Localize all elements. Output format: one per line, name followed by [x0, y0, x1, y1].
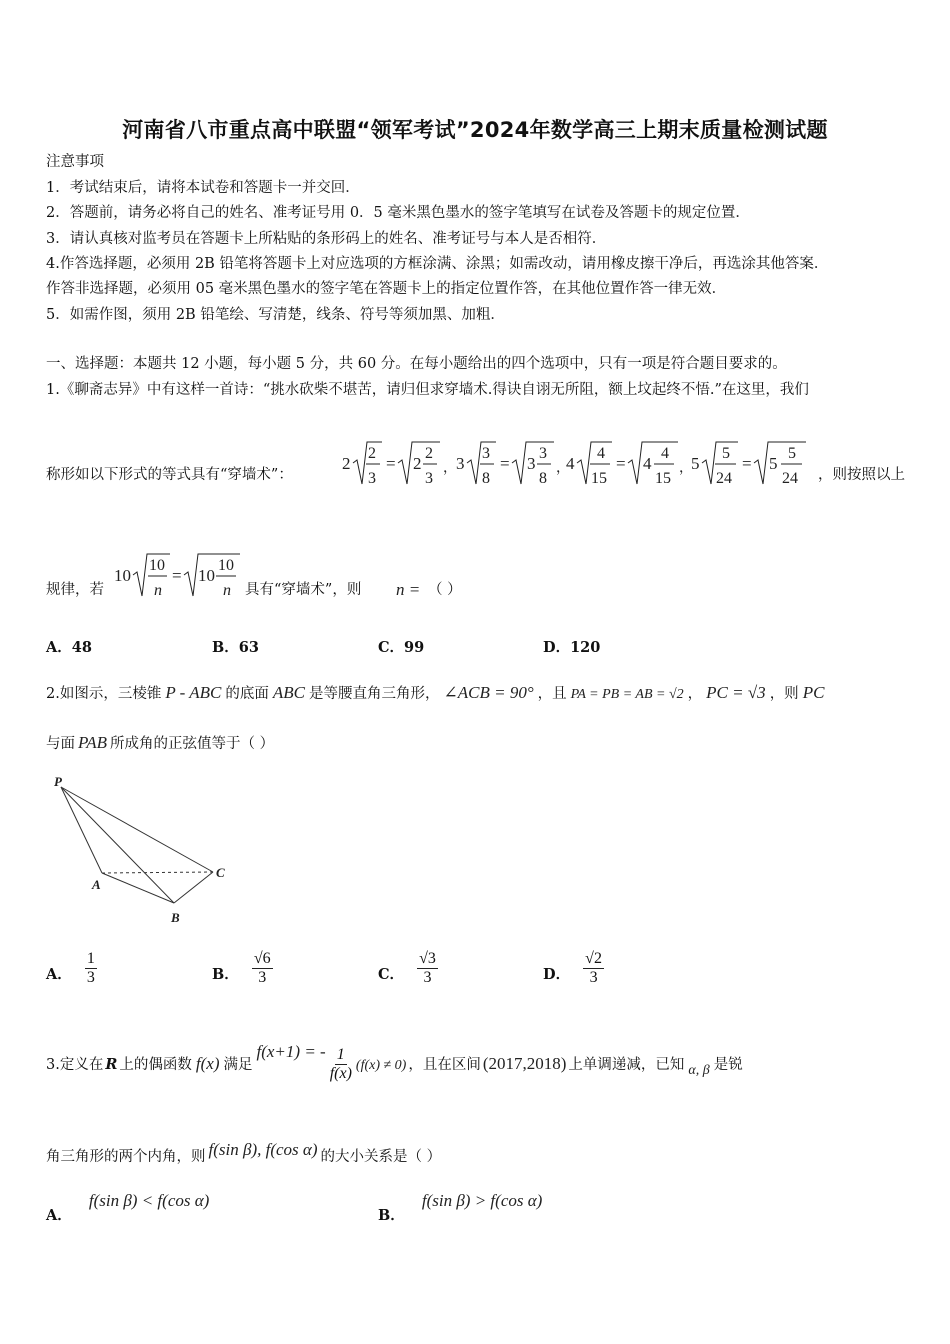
q1-text-line2-suffix: ，则按照以上 — [818, 467, 905, 483]
q1-eq2-num: 3 — [482, 445, 490, 462]
q2-option-d[interactable]: D． $\frac{√2}{3}$ — [543, 950, 602, 987]
q1-text-line3-mid: 具有“穿墙术”，则 — [245, 582, 362, 598]
edge-pc — [61, 787, 213, 872]
q1-eq2-coef2: 3 — [527, 454, 536, 473]
label-a: A — [92, 877, 101, 892]
q1-eq4-num2: 5 — [788, 445, 796, 462]
q1-eq1-den2: 3 — [425, 470, 433, 487]
notice-item: 4.作答选择题，必须用 2B 铅笔将答题卡上对应选项的方框涂满、涂黑；如需改动，请用橡皮擦干净后，再选涂其他答案． — [46, 256, 829, 272]
svg-text:，: ， — [443, 461, 457, 476]
q3-option-b[interactable]: B． f(sin β) > f(cos α) — [378, 1191, 543, 1224]
svg-text:=: = — [616, 454, 626, 473]
q1-eq5-den: n — [154, 582, 162, 599]
q1-eq4-coef: 5 — [691, 454, 700, 473]
q1-text-line3-suffix: （ ） — [428, 582, 462, 598]
q1-eq3-num: 4 — [597, 445, 605, 462]
q1-eq1-coef: 2 — [342, 454, 351, 473]
q1-eq4-den: 24 — [716, 470, 732, 487]
q1-eq2-num2: 3 — [539, 445, 547, 462]
q1-option-c[interactable]: C．99 — [378, 639, 425, 656]
notice-item: 1．考试结束后，请将本试卷和答题卡一并交回． — [46, 180, 360, 196]
q1-eq4-coef2: 5 — [769, 454, 778, 473]
q1-eq4-num: 5 — [722, 445, 730, 462]
edge-ac-hidden — [102, 872, 213, 873]
svg-text:，: ， — [679, 461, 693, 476]
q1-option-d[interactable]: D．120 — [543, 639, 601, 656]
q3-text-line2: 角三角形的两个内角，则 f(sin β), f(cos α) 的大小关系是（ ） — [46, 1140, 442, 1165]
edge-ab — [102, 873, 174, 903]
q1-eq2-den2: 8 — [539, 470, 547, 487]
q1-text-line1: 1.《聊斋志异》中有这样一首诗：“挑水砍柴不堪苦，请归但求穿墙术.得诀自诩无所阻，额上坟起终不悟.”在这里，我们 — [46, 382, 809, 398]
edge-pa — [61, 787, 102, 873]
notice-item: 3．请认真核对监考员在答题卡上所粘贴的条形码上的姓名、准考证号与本人是否相符． — [46, 231, 607, 247]
q1-eq2-coef: 3 — [456, 454, 465, 473]
svg-text:=: = — [500, 454, 510, 473]
q1-eq3-coef2: 4 — [643, 454, 652, 473]
notice-item: 作答非选择题，必须用 05 毫米黑色墨水的签字笔在答题卡上的指定位置作答，在其他位置作答一律无效． — [46, 281, 727, 297]
svg-text:=: = — [386, 454, 396, 473]
q1-eq1-den: 3 — [368, 470, 376, 487]
label-c: C — [216, 865, 225, 880]
q1-eq3-coef: 4 — [566, 454, 575, 473]
notice-item: 2．答题前，请务必将自己的姓名、准考证号用 0．5 毫米黑色墨水的签字笔填写在试卷及答题卡的规定位置． — [46, 205, 750, 221]
svg-text:=: = — [742, 454, 752, 473]
q1-equalities — [340, 436, 820, 494]
q1-eq1-num2: 2 — [425, 445, 433, 462]
q1-eq2-den: 8 — [482, 470, 490, 487]
q1-eq3-den2: 15 — [655, 470, 671, 487]
section-heading: 一、选择题：本题共 12 小题，每小题 5 分，共 60 分。在每小题给出的四个选项中，只有一项是符合题目要求的。 — [46, 356, 787, 372]
svg-text:，: ， — [556, 461, 570, 476]
q1-eq5-coef2: 10 — [198, 566, 215, 585]
q1-target-equality — [112, 548, 242, 604]
q2-option-a[interactable]: A． $\frac{1}{3}$ — [46, 950, 95, 987]
q1-text-line3-prefix: 规律，若 — [46, 582, 104, 598]
q1-eq5-den2: n — [223, 582, 231, 599]
q2-figure-pyramid — [48, 770, 238, 930]
q1-text-line2-prefix: 称形如以下形式的等式具有“穿墙术”： — [46, 467, 293, 483]
q1-eq3-num2: 4 — [661, 445, 669, 462]
q1-eq5-num: 10 — [149, 557, 165, 574]
svg-text:=: = — [172, 566, 182, 585]
q3-text-line1: 3.定义在 R 上的偶函数 f(x) 满足f(x+1) = - $\frac{1}{f(x)}$ (f(x) ≠ 0) ，且在区间 (2017,2018) 上单调递减，已知 α, β 是锐 — [46, 1041, 743, 1083]
label-b: B — [171, 910, 180, 925]
q2-option-c[interactable]: C． $\frac{√3}{3}$ — [378, 950, 436, 987]
q1-var-n: n = — [396, 580, 421, 599]
notice-item: 5．如需作图，须用 2B 铅笔绘、写清楚，线条、符号等须加黑、加粗． — [46, 307, 505, 323]
page-title: 河南省八市重点高中联盟“领军考试”2024年数学高三上期末质量检测试题 — [122, 118, 828, 142]
q1-option-a[interactable]: A．48 — [46, 639, 92, 656]
q1-eq1-coef2: 2 — [413, 454, 422, 473]
q2-option-b[interactable]: B． $\frac{√6}{3}$ — [212, 950, 271, 987]
edge-bc — [174, 872, 213, 903]
edge-pb — [61, 787, 174, 903]
q1-eq5-coef: 10 — [114, 566, 131, 585]
q1-eq1-num: 2 — [368, 445, 376, 462]
q1-eq5-num2: 10 — [218, 557, 234, 574]
q1-eq3-den: 15 — [591, 470, 607, 487]
q1-option-b[interactable]: B．63 — [212, 639, 259, 656]
q2-text-line1: 2.如图示，三棱锥 P - ABC 的底面 ABC 是等腰直角三角形， ∠ACB = 90° ，且 PA = PB = AB = √2 ， PC = √3 ，则 PC — [46, 683, 825, 702]
q1-eq4-den2: 24 — [782, 470, 798, 487]
notice-heading: 注意事项 — [46, 154, 104, 170]
q3-option-a[interactable]: A． f(sin β) < f(cos α) — [46, 1191, 210, 1224]
q2-text-line2: 与面 PAB 所成角的正弦值等于（ ） — [46, 733, 275, 752]
label-p: P — [54, 774, 62, 789]
